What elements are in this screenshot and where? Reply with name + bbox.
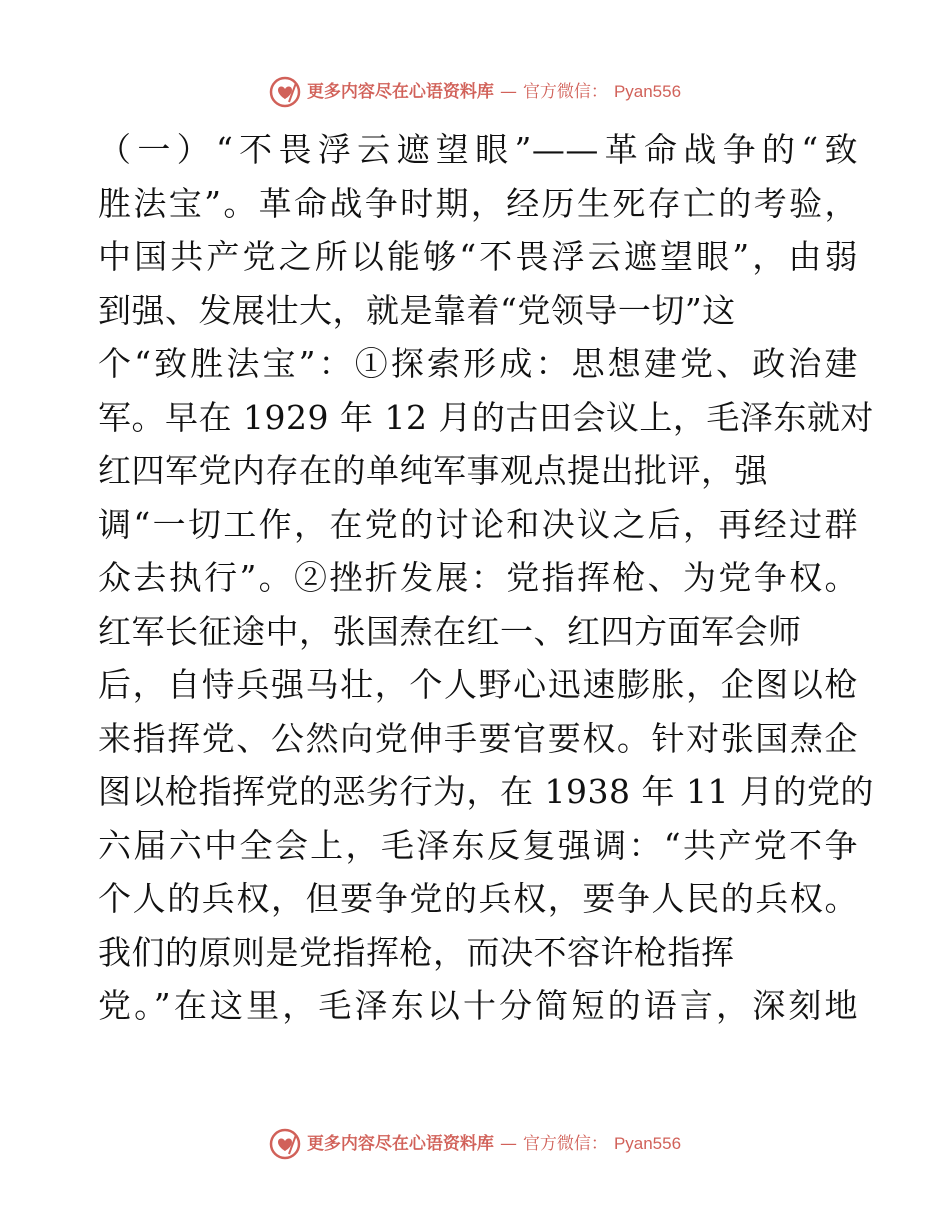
watermark-brand: 更多内容尽在心语资料库	[306, 82, 494, 102]
body-line-17: 党。”在这里，毛泽东以十分简短的语言，深刻地	[98, 986, 858, 1025]
watermark-label: 官方微信：	[522, 82, 608, 102]
body-line-12: 来指挥党、公然向党伸手要官要权。针对张国焘企	[98, 718, 858, 758]
document-body	[98, 123, 874, 1033]
body-line-3: 中国共产党之所以能够“不畏浮云遮望眼”，由弱	[98, 237, 858, 276]
body-line-14: 六届六中全会上，毛泽东反复强调：“共产党不争	[98, 825, 858, 865]
body-line-2: 胜法宝”。革命战争时期，经历生死存亡的考验，	[98, 183, 858, 223]
body-line-8: 调“一切工作，在党的讨论和决议之后，再经过群	[98, 504, 858, 544]
body-line-13: 图以枪指挥党的恶劣行为，在 1938 年 11 月的党的	[98, 772, 874, 811]
body-line-7: 红四军党内存在的单纯军事观点提出批评，强	[98, 451, 768, 490]
watermark-label: 官方微信：	[522, 1134, 608, 1154]
body-line-10: 红军长征途中，张国焘在红一、红四方面军会师	[98, 611, 802, 651]
heart-pen-logo-icon	[269, 1128, 301, 1160]
watermark-account: Pyan556	[613, 82, 682, 101]
watermark-brand: 更多内容尽在心语资料库	[306, 1134, 494, 1154]
watermark-account: Pyan556	[613, 1134, 682, 1153]
heart-pen-logo-icon	[269, 76, 301, 108]
body-line-4: 到强、发展壮大，就是靠着“党领导一切”这	[98, 290, 736, 330]
watermark-separator: —	[499, 1134, 517, 1154]
body-line-11: 后，自恃兵强马壮，个人野心迅速膨胀，企图以枪	[98, 665, 858, 704]
body-line-5: 个“致胜法宝”：①探索形成：思想建党、政治建	[98, 344, 858, 383]
body-line-9: 众去执行”。②挫折发展：党指挥枪、为党争权。	[98, 558, 858, 597]
watermark-footer	[0, 1128, 950, 1160]
watermark-separator: —	[499, 82, 517, 102]
body-line-15: 个人的兵权，但要争党的兵权，要争人民的兵权。	[98, 879, 858, 918]
body-line-6: 军。早在 1929 年 12 月的古田会议上，毛泽东就对	[98, 397, 874, 437]
body-line-1: （一）“不畏浮云遮望眼”——革命战争的“致	[98, 130, 858, 169]
watermark-header	[0, 76, 950, 108]
body-line-16: 我们的原则是党指挥枪，而决不容许枪指挥	[98, 932, 735, 972]
